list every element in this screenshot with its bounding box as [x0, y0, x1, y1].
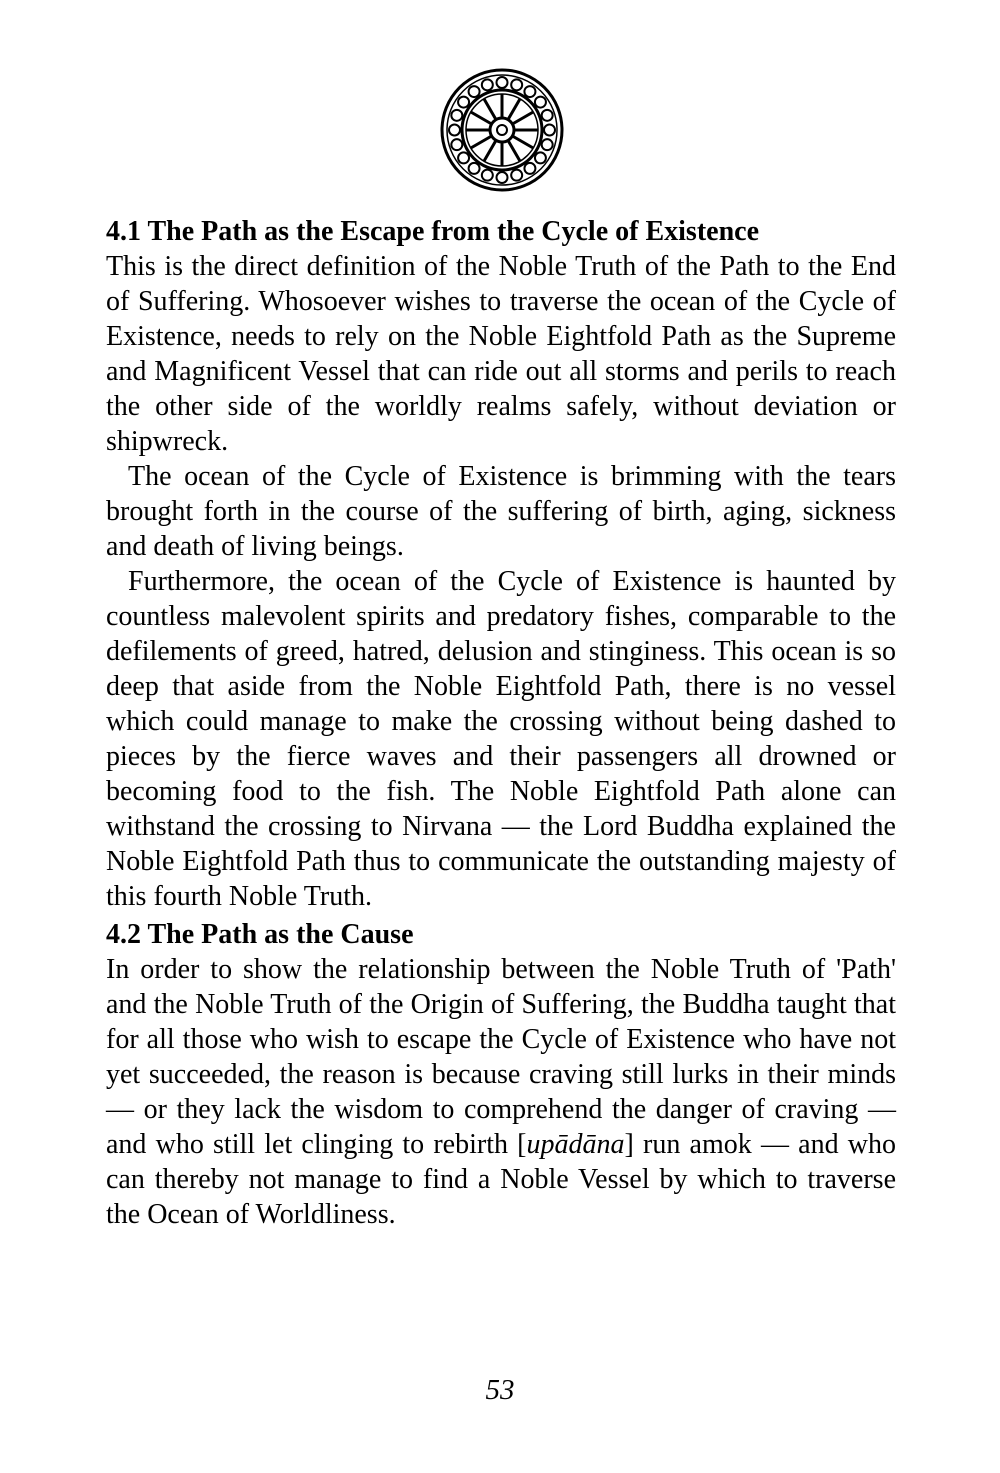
paragraph: In order to show the relationship between the Noble Truth of 'Path' and the Noble Truth of the Origin of Suffering, the Buddha taught that for all those who wish to escape the Cycle of Existence who have not yet succeeded, the reason is because craving still lurks in their minds — or they lack the wisdom to comprehend the danger of craving — and who still let clinging to rebirth [upādāna] run amok — and who can thereby not manage to find a Noble Vessel by which to traverse the Ocean of Worldliness.: [106, 954, 896, 1230]
paragraph: This is the direct definition of the Noble Truth of the Path to the End of Suffering. Whosoever wishes to traverse the ocean of the Cycle of Existence, needs to rely on the Noble Eightfold Path as the Supreme and Magnificent Vessel that can ride out all storms and perils to reach the other side of the worldly realms safely, without deviation or shipwreck.: [106, 251, 896, 457]
section-heading-4-2: 4.2 The Path as the Cause: [106, 919, 414, 950]
page-number: 53: [485, 1374, 515, 1406]
dharma-wheel-icon: [440, 68, 564, 192]
page-body: [106, 214, 896, 1232]
paragraph: The ocean of the Cycle of Existence is brimming with the tears brought forth in the course of the suffering of birth, aging, sickness and death of living beings.: [106, 461, 896, 562]
section-heading-4-1: 4.1 The Path as the Escape from the Cycle of Existence: [106, 216, 759, 247]
paragraph: Furthermore, the ocean of the Cycle of Existence is haunted by countless malevolent spirits and predatory fishes, comparable to the defilements of greed, hatred, delusion and stinginess. This ocean is so deep that aside from the Noble Eightfold Path, there is no vessel which could manage to make the crossing without being dashed to pieces by the fierce waves and their passengers all drowned or becoming food to the fish. The Noble Eightfold Path alone can withstand the crossing to Nirvana — the Lord Buddha explained the Noble Eightfold Path thus to communicate the outstanding majesty of this fourth Noble Truth.: [106, 566, 896, 912]
